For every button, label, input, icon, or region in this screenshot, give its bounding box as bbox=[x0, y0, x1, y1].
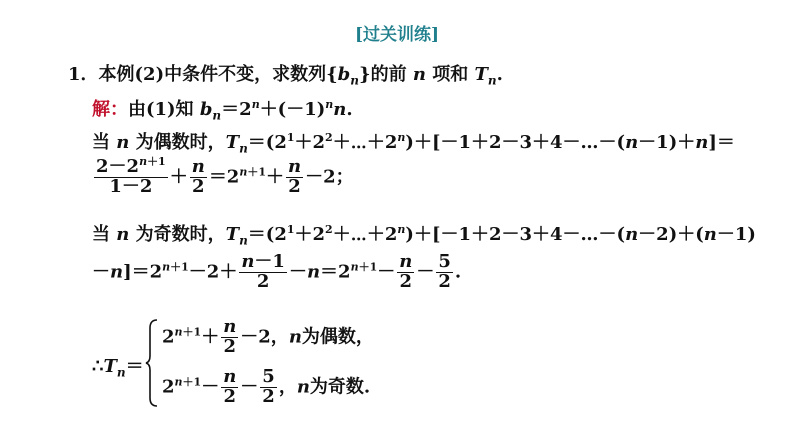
therefore-label: $\therefore T_n=$ bbox=[92, 356, 144, 380]
even-case-result: $\frac{2-2^{n+1}}{1-2}$ ＋ $\frac{n}{2}$ $=2^{n+1}+$ $\frac{n}{2}$ －2； bbox=[96, 155, 354, 197]
odd-case-line: 当 n 为奇数时，$T_n=(2^1+2^2+\cdots+2^n)+[-1+2-3+4-\dots-(n-2)+(n-1)$ bbox=[92, 223, 756, 248]
solution-line-1: 解：由(1)知 $b_n=2^n+(-1)^nn$. bbox=[92, 98, 353, 123]
problem-number: 1． bbox=[68, 64, 99, 85]
section-title: [过关训练] bbox=[354, 25, 440, 45]
even-case-line: 当 n 为偶数时，$T_n=(2^1+2^2+\cdots+2^n)+[-1+2-3+4-\dots-(n-1)+n]=$ bbox=[92, 131, 735, 156]
piecewise-brace bbox=[145, 318, 159, 408]
solution-label: 解： bbox=[92, 99, 128, 120]
problem-statement: 1．本例(2)中条件不变，求数列$\{b_n\}$的前 n 项和 $T_n$. bbox=[68, 64, 503, 88]
case-odd: $2^{n+1}-$ $\frac{n}{2}$ － $\frac{5}{2}$ ，n为奇数. bbox=[162, 366, 371, 407]
odd-case-result: $-n]=2^{n+1}-2+$ $\frac{n-1}{2}$ $-n=2^{n+1}-$ $\frac{n}{2}$ － $\frac{5}{2}$ . bbox=[92, 251, 462, 292]
case-even: $2^{n+1}+$ $\frac{n}{2}$ －2，n为偶数， bbox=[162, 316, 374, 357]
problem-text: 本例(2)中条件不变，求数列{ bbox=[98, 64, 338, 85]
